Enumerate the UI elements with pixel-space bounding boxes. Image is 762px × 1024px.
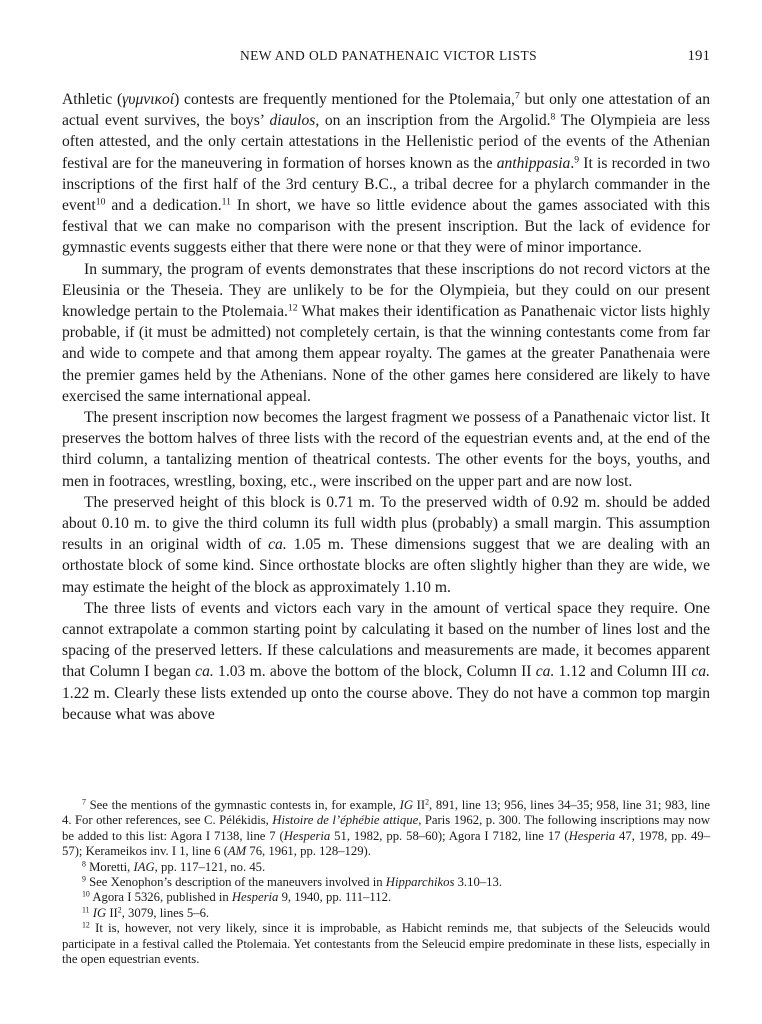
italic-term: ca. [691, 663, 711, 681]
text-run: 47, 1978, pp. 49–57); Kerameikos inv. I 1, line 6 ( [62, 828, 710, 859]
text-run: The preserved height of this block is 0.71 m. To the preserved width of 0.92 m. should be added about 0.10 m. to give the third column its full width plus (probably) a small margin. This assumption results in an original width of [62, 493, 710, 554]
footnote-12 [62, 921, 710, 967]
footnote-number: 9 [82, 874, 86, 884]
italic-term: Hesperia [231, 890, 279, 905]
footnote-number: 8 [82, 859, 86, 869]
footnote-number: 12 [82, 920, 90, 930]
footnote-ref-12: 12 [287, 302, 298, 314]
footnote-9 [62, 875, 710, 890]
italic-term: IG [92, 905, 107, 920]
italic-term: Hesperia [283, 828, 331, 843]
italic-term: AM [227, 844, 247, 859]
footnote-number: 11 [82, 905, 90, 915]
paragraph-2 [62, 259, 710, 407]
footnote-ref-8: 8 [550, 111, 556, 123]
page-number: 191 [687, 48, 710, 64]
main-text [62, 89, 710, 725]
italic-term: IAG [133, 859, 155, 874]
italic-term: diaulos [269, 112, 316, 130]
paragraph-5 [62, 598, 710, 725]
text-run: The present inscription now becomes the largest fragment we possess of a Panathenaic victor list. It preserves the bottom halves of three lists with the record of the equestrian events and, at the end of the third column, a tantalizing mention of theatrical contests. The other events for the boys, youths, and men in footraces, wrestling, boxing, etc., were inscribed on the upper part and are now lost. [62, 409, 710, 490]
text-run: See Xenophon’s description of the maneuvers involved in [85, 875, 386, 890]
text-run: Moretti, [85, 859, 134, 874]
text-run: II [106, 905, 118, 920]
italic-title: Hipparchikos [385, 875, 455, 890]
text-run: , Paris 1962, p. 300. The following inscriptions may now be added to this list: Agora I 7138, line 7 ( [62, 813, 710, 843]
running-head: NEW AND OLD PANATHENAIC VICTOR LISTS [240, 48, 538, 63]
italic-term: ca. [195, 663, 214, 681]
text-run: 1.22 m. Clearly these lists extended up onto the course above. They do not have a common top margin because what was above [62, 684, 710, 723]
italic-term: anthippasia [496, 154, 571, 172]
text-run: , on an inscription from the Argolid. [315, 112, 551, 130]
superscript: 2 [117, 905, 122, 915]
text-run: and a dedication. [105, 197, 222, 215]
footnote-7 [62, 798, 710, 860]
greek-term: γυμνικοί [122, 91, 175, 108]
footnote-8 [62, 860, 710, 875]
footnote-ref-9: 9 [574, 154, 580, 166]
footnote-10 [62, 890, 710, 905]
footnote-ref-10: 10 [95, 196, 106, 208]
text-run: It is, however, not very likely, since it is improbable, as Habicht reminds me, that subjects of the Seleucids would participate in a festival called the Ptolemaia. Yet contestants from the Seleucid empire predominate in these lists, especially in the open equestrian events. [62, 921, 710, 967]
running-header [62, 48, 710, 70]
text-run: 76, 1961, pp. 128–129). [246, 844, 371, 859]
italic-term: ca. [268, 536, 287, 554]
text-run: What makes their identification as Panathenaic victor lists highly probable, if (it must be admitted) not completely certain, is that the winning contestants come from far and wide to compete and that among them appear royalty. The games at the greater Panathenaia were the premier games held by the Athenians. None of the other games here considered are likely to have exercised the same international appeal. [62, 303, 711, 405]
paragraph-1 [62, 89, 710, 259]
text-run: The Olympieia are less often attested, and the only certain attestations in the Hellenistic period of the events of the Athenian festival are for the maneuvering in formation of horses known as the [62, 112, 710, 172]
text-run: In summary, the program of events demonstrates that these inscriptions do not record victors at the Eleusinia or the Theseia. They are unlikely to be for the Olympieia, but they could on our present knowledge pertain to the Ptolemaia. [62, 260, 710, 321]
text-run: 1.03 m. above the bottom of the block, Column II [213, 663, 536, 681]
footnote-ref-7: 7 [514, 90, 520, 102]
text-run: 3.10–13. [454, 875, 502, 890]
text-run: ) contests are frequently mentioned for the Ptolemaia, [174, 91, 515, 108]
italic-term: ca. [535, 663, 555, 681]
footnote-ref-11: 11 [221, 196, 231, 208]
text-run: In short, we have so little evidence about the games associated with this festival that we can make no comparison with the present inscription. But the lack of evidence for gymnastic events suggests either that there were none or that they were of minor importance. [62, 197, 710, 257]
text-run: . [570, 154, 575, 172]
text-run: It is recorded in two inscriptions of the first half of the 3rd century [62, 154, 710, 193]
text-run: 1.05 m. These dimensions suggest that we are dealing with an orthostate block of some kind. Since orthostate blocks are often slightly higher than they are wide, we may estimate the height of the block as approximately 1.10 m. [62, 536, 710, 596]
text-run: 1.12 and Column III [554, 663, 692, 681]
text-run: , 3079, lines 5–6. [121, 905, 210, 920]
era-abbrev: B.C. [364, 175, 393, 193]
italic-title: Histoire de l’éphébie attique [272, 813, 419, 828]
footnote-number: 7 [82, 797, 86, 807]
italic-term: Hesperia [568, 828, 616, 843]
footnote-number: 10 [82, 890, 90, 900]
text-run: II [413, 798, 426, 812]
footnote-11 [62, 906, 710, 921]
paragraph-3 [62, 407, 710, 492]
text-run: Agora I 5326, published in [89, 890, 232, 905]
text-run: 51, 1982, pp. 58–60); Agora I 7182, line 17 ( [330, 828, 569, 843]
text-run: 9, 1940, pp. 111–112. [278, 890, 392, 905]
text-run: but only one attestation of an actual event survives, the boys’ [62, 91, 711, 130]
text-run: The three lists of events and victors each vary in the amount of vertical space they require. One cannot extrapolate a common starting point by calculating it based on the number of lines lost and the spacing of the preserved letters. If these calculations and measurements are made, it becomes apparent that Column I began [62, 599, 710, 681]
text-run: , 891, line 13; 956, lines 34–35; 958, line 31; 983, line 4. For other references, see C. Pélékidis, [62, 798, 710, 828]
text-run: See the mentions of the gymnastic contests in, for example, [85, 798, 400, 812]
text-run: Athletic ( [62, 91, 123, 108]
italic-term: IG [399, 798, 413, 812]
text-run: , pp. 117–121, no. 45. [154, 859, 266, 874]
paragraph-4 [62, 492, 710, 598]
text-run: , a tribal decree for a phylarch commander in the event [62, 175, 711, 215]
superscript: 2 [425, 797, 430, 807]
footnotes [62, 798, 710, 967]
